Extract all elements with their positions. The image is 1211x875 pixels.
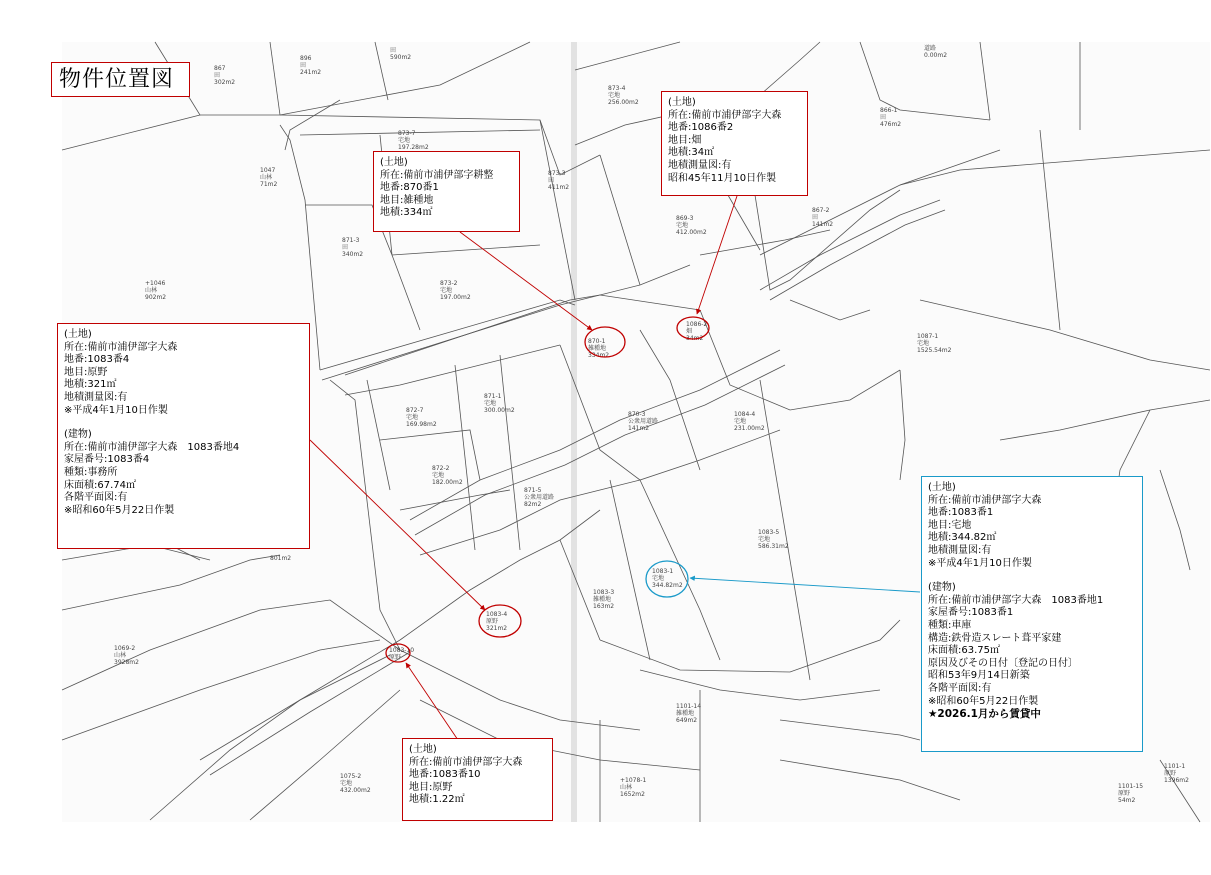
parcel-label: +1046 山林 902m2 [145, 280, 167, 301]
parcel-label: 田 590m2 [390, 47, 412, 61]
parcel-label: +1078-1 山林 1652m2 [620, 777, 647, 798]
callout-line: 地目:原野 [64, 366, 108, 378]
parcel-label: 872-2 宅地 182.00m2 [432, 465, 463, 486]
callout-line: 地積:1.22㎡ [409, 794, 465, 806]
parcel-label: 896 田 241m2 [300, 55, 322, 76]
callout-line: 構造:鉄骨造スレート葺平家建 [928, 632, 1062, 644]
parcel-label: 873-3 田 411m2 [548, 170, 570, 191]
callout-line: ※平成4年1月10日作製 [64, 404, 168, 416]
parcel-label: 1101-1 原野 1396m2 [1164, 763, 1189, 784]
callout-line: ※平成4年1月10日作製 [928, 557, 1032, 569]
callout-line: (建物) [928, 582, 956, 594]
callout-line: 家屋番号:1083番1 [928, 607, 1014, 619]
callout-line: 地目:畑 [668, 134, 702, 146]
callout-line: 地番:870番1 [380, 182, 439, 194]
callout-line: 所在:備前市浦伊部字大森 1083番地1 [928, 594, 1104, 606]
parcel-label: 1086-2 畑 34m2 [686, 321, 708, 342]
callout-line: 所在:備前市浦伊部字大森 [668, 109, 782, 121]
callout-line: 原因及びその日付〔登記の日付〕 [928, 657, 1078, 669]
rental-status-note: ★2026.1月から賃貸中 [928, 708, 1041, 721]
callout-line: 地目:雑種地 [380, 194, 434, 206]
callout-line: 地番:1086番2 [668, 122, 734, 134]
callout-line: 地番:1083番1 [928, 507, 994, 519]
callout-1083-4 [57, 323, 310, 549]
parcel-label: 1083-1 宅地 344.82m2 [652, 568, 683, 589]
callout-line: 所在:備前市浦伊部字大森 [64, 341, 178, 353]
parcel-label: 1083-3 雑種地 163m2 [593, 589, 615, 610]
callout-line: 昭和45年11月10日作製 [668, 172, 777, 184]
parcel-label: 1101-14 雑種地 649m2 [676, 703, 702, 724]
parcel-label: 867-2 田 141m2 [812, 207, 834, 228]
parcel-label: 873-7 宅地 197.28m2 [398, 130, 429, 151]
callout-line: (土地) [64, 329, 92, 340]
parcel-label: 1083-5 宅地 586.31m2 [758, 529, 789, 550]
callout-1083-10 [402, 738, 553, 821]
parcel-label: 871-3 田 340m2 [342, 237, 364, 258]
callout-line: 昭和53年9月14日新築 [928, 670, 1030, 682]
callout-1086-2 [661, 91, 808, 196]
parcel-label: 869-3 宅地 412.00m2 [676, 215, 707, 236]
callout-line: 所在:備前市浦伊部字大森 [409, 756, 523, 768]
parcel-label: 1075-2 宅地 432.00m2 [340, 773, 371, 794]
callout-line: 種類:車庫 [928, 619, 972, 631]
callout-line: 所在:備前市浦伊部字耕整 [380, 169, 494, 181]
parcel-label: 1083-4 原野 321m2 [486, 611, 508, 632]
parcel-label: 866-1 田 476m2 [880, 107, 902, 128]
parcel-label: 1083-10 原野 [389, 647, 415, 661]
callout-gap [928, 570, 1136, 582]
callout-line: (土地) [668, 97, 696, 108]
parcel-label: 1084-4 宅地 231.00m2 [734, 411, 765, 432]
parcel-label: 801m2 [270, 555, 292, 562]
callout-line: 地積測量図:有 [928, 544, 992, 556]
callout-line: 地積測量図:有 [668, 159, 732, 171]
callout-870-1 [373, 151, 520, 232]
parcel-label: 871-5 公衆用道路 82m2 [524, 487, 555, 508]
callout-line: 地積測量図:有 [64, 391, 128, 403]
callout-line: (土地) [928, 482, 956, 493]
callout-line: 所在:備前市浦伊部字大森 [928, 494, 1042, 506]
callout-line: 所在:備前市浦伊部字大森 1083番地4 [64, 441, 240, 453]
callout-gap [64, 417, 303, 429]
callout-line: (土地) [409, 744, 437, 755]
callout-line: 床面積:63.75㎡ [928, 645, 1000, 657]
callout-line: 家屋番号:1083番4 [64, 454, 150, 466]
callout-line: 地積:344.82㎡ [928, 532, 997, 544]
callout-line: (土地) [380, 157, 408, 168]
parcel-label: 1069-2 山林 3928m2 [114, 645, 139, 666]
callout-line: (建物) [64, 429, 92, 441]
parcel-label: 1101-15 原野 54m2 [1118, 783, 1144, 804]
callout-line: 地積:334㎡ [380, 207, 433, 219]
map-title: 物件位置図 [51, 62, 190, 97]
parcel-label: 道路 0.00m2 [924, 45, 948, 59]
parcel-label: 870-3 公衆用道路 141m2 [628, 411, 659, 432]
callout-line: 各階平面図:有 [64, 492, 128, 504]
callout-line: ※昭和60年5月22日作製 [64, 504, 175, 516]
parcel-label: 870-1 雑種地 334m2 [588, 338, 610, 359]
parcel-label: 1087-1 宅地 1525.54m2 [917, 333, 952, 354]
callout-line: 地番:1083番4 [64, 354, 130, 366]
parcel-label: 1047 山林 71m2 [260, 167, 278, 188]
parcel-label: 873-4 宅地 256.00m2 [608, 85, 639, 106]
callout-line: 地積:321㎡ [64, 379, 117, 391]
parcel-label: 867 田 302m2 [214, 65, 236, 86]
callout-1083-1 [921, 476, 1143, 752]
callout-line: 地目:宅地 [928, 519, 972, 531]
parcel-label: 872-7 宅地 169.98m2 [406, 407, 437, 428]
callout-line: ※昭和60年5月22日作製 [928, 695, 1039, 707]
callout-line: 種類:事務所 [64, 466, 118, 478]
callout-line: 地目:原野 [409, 781, 453, 793]
parcel-label: 873-2 宅地 197.00m2 [440, 280, 471, 301]
callout-line: 地番:1083番10 [409, 769, 481, 781]
callout-line: 各階平面図:有 [928, 682, 992, 694]
callout-line: 床面積:67.74㎡ [64, 479, 136, 491]
parcel-label: 871-1 宅地 300.00m2 [484, 393, 515, 414]
callout-line: 地積:34㎡ [668, 147, 715, 159]
